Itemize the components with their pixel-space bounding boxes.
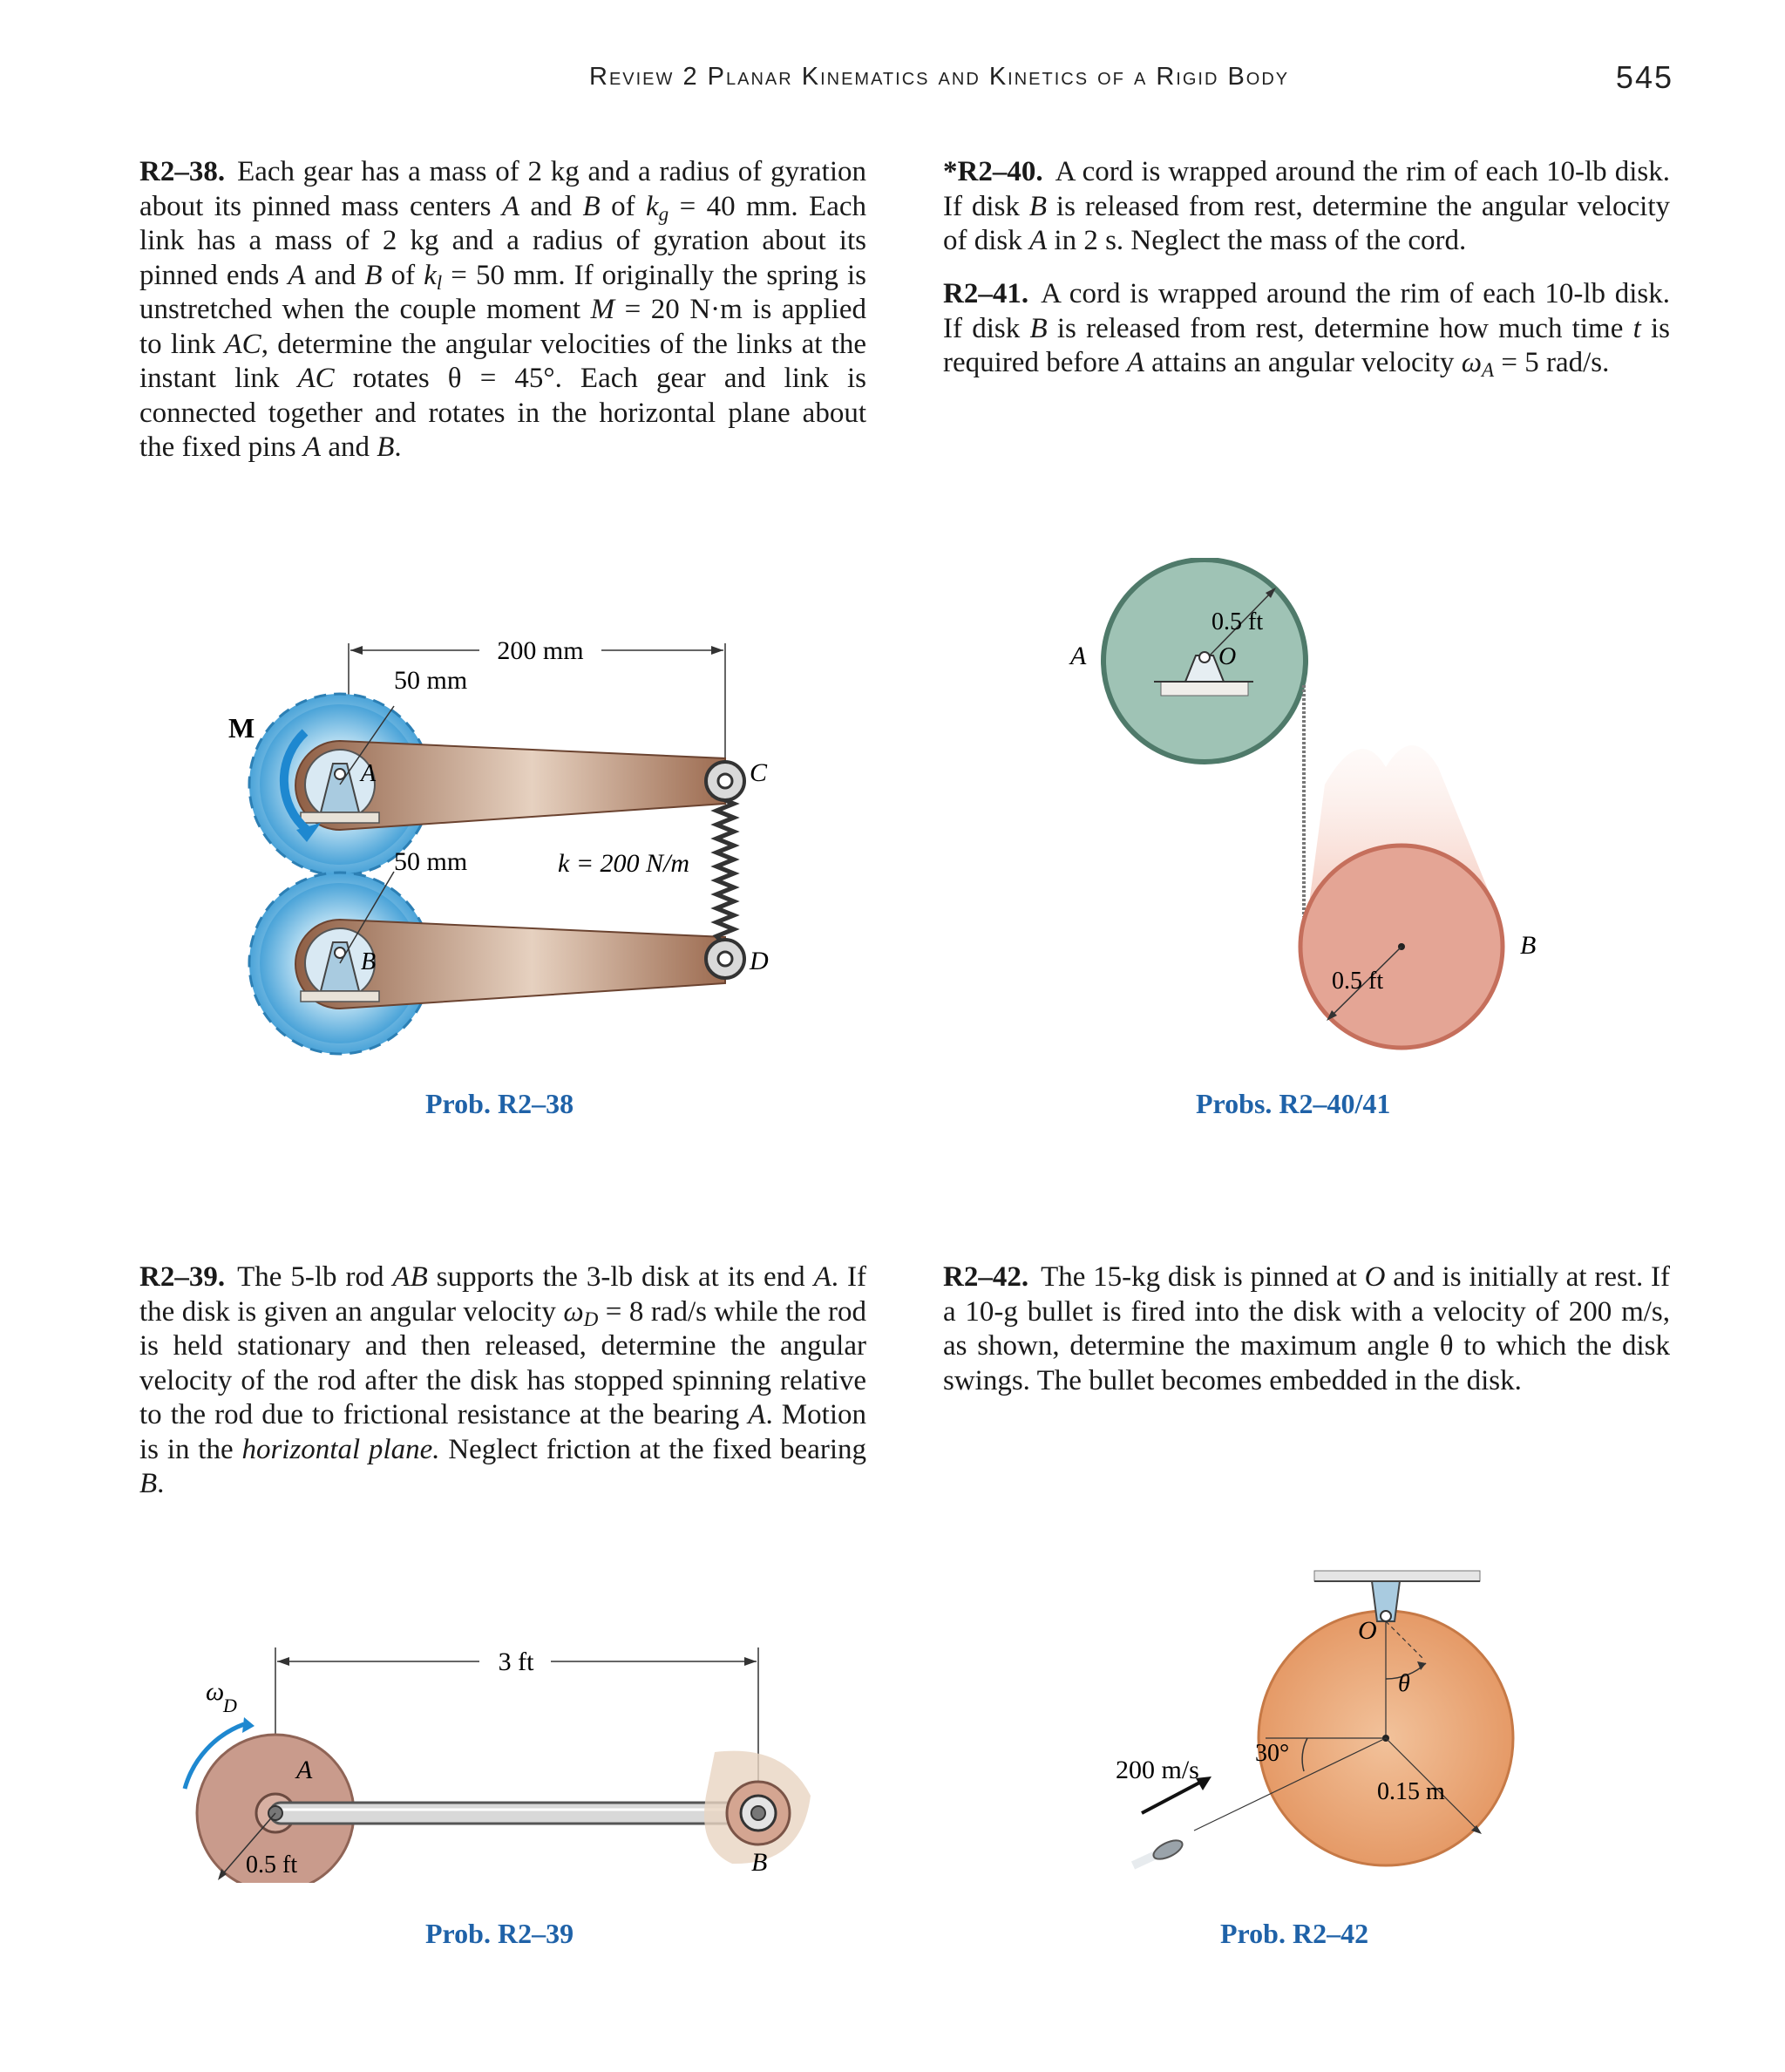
radius-label: 0.15 m [1377,1778,1445,1805]
velocity-label: 200 m/s [1116,1756,1199,1784]
problem-r2-39: R2–39. The 5-lb rod AB supports the 3-lb disk at its end A. If the disk is given an angular velocity $\omega_D = 8$ rad/s while the rod is held stationary and then released, determine the angular velocity of the rod after the disk has stopped spinning relative to the rod due to frictional resistance at the bearing A. Motion is in the horizontal plane. Neglect friction at the fixed bearing B. [139,1261,867,1499]
radius-bottom-label: 50 mm [394,847,468,876]
angle-label: 30° [1255,1740,1290,1767]
dimension-length-label: 3 ft [498,1647,534,1676]
problem-r2-42: R2–42. The 15-kg disk is pinned at O and is initially at rest. If a 10-g bullet is fired into the disk with a velocity of 200 m/s, as shown, determine the maximum angle θ to which the disk swings. The bullet becomes embedded in the disk. [943,1261,1670,1396]
spring-constant-label: k = 200 N/m [558,849,690,878]
rod-ab [270,1803,758,1824]
running-title: Review 2 Planar Kinematics and Kinetics of a Rigid Body [589,63,1290,91]
figure-r2-38 [209,610,837,1081]
figure-r2-39 [174,1630,837,1883]
label-a: A [361,760,377,787]
figure-r2-40-41 [1063,558,1551,1063]
caption-r2-39: Prob. R2–39 [425,1918,574,1949]
spring [716,781,734,945]
label-d: D [750,947,769,975]
problem-number: R2–42. [943,1261,1029,1293]
theta-label: θ [1398,1670,1410,1697]
label-a: A [1070,642,1087,670]
problem-number: R2–39. [139,1261,226,1293]
page-header [0,59,1785,103]
figure-r2-42 [1098,1552,1534,1900]
label-a: A [296,1756,313,1784]
problem-number: R2–38. [139,156,226,187]
dimension-length-label: 200 mm [497,636,584,665]
radius-b-label: 0.5 ft [1332,968,1384,995]
label-b: B [1520,931,1537,960]
moment-label: M [228,712,255,744]
caption-r2-38: Prob. R2–38 [425,1088,574,1119]
velocity-arrow [1142,1780,1205,1813]
problem-number: R2–41. [943,278,1029,309]
page-number: 545 [1615,59,1673,95]
radius-label: 0.5 ft [246,1851,298,1878]
omega-label: ω [206,1677,225,1706]
radius-a-label: 0.5 ft [1211,608,1264,635]
radius-top-label: 50 mm [394,666,468,695]
label-b: B [361,948,377,975]
label-o: O [1218,643,1237,670]
problem-r2-40: *R2–40. A cord is wrapped around the rim of each 10-lb disk. If disk B is released from rest, determine the angular velocity of disk A in 2 s. Neglect the mass of the cord. [943,156,1670,256]
label-c: C [750,758,768,787]
problem-r2-41: R2–41. A cord is wrapped around the rim of each 10-lb disk. If disk B is released from rest, determine how much time t is required before A attains an angular velocity $\omega_A = 5$ rad/s. [943,278,1670,381]
problem-r2-38: R2–38. Each gear has a mass of 2 kg and a radius of gyration about its pinned mass centers A and B of $k_g = 40$ mm. Each link has a mass of 2 kg and a radius of gyration about its pinned ends A and B of $k_l = 50$ mm. If originally the spring is unstretched when the couple moment M = 20 N·m is applied to link AC, determine the angular velocities of the links at the instant link AC rotates θ = 45°. Each gear and link is connected together and rotates in the horizontal plane about the fixed pins A and B. [139,156,866,463]
bullet [1133,1837,1185,1865]
problem-number: *R2–40. [943,156,1043,187]
caption-r2-40-41: Probs. R2–40/41 [1196,1088,1391,1119]
caption-r2-42: Prob. R2–42 [1220,1918,1369,1949]
label-b: B [751,1848,768,1877]
label-o: O [1358,1616,1377,1645]
omega-subscript: D [223,1695,237,1716]
